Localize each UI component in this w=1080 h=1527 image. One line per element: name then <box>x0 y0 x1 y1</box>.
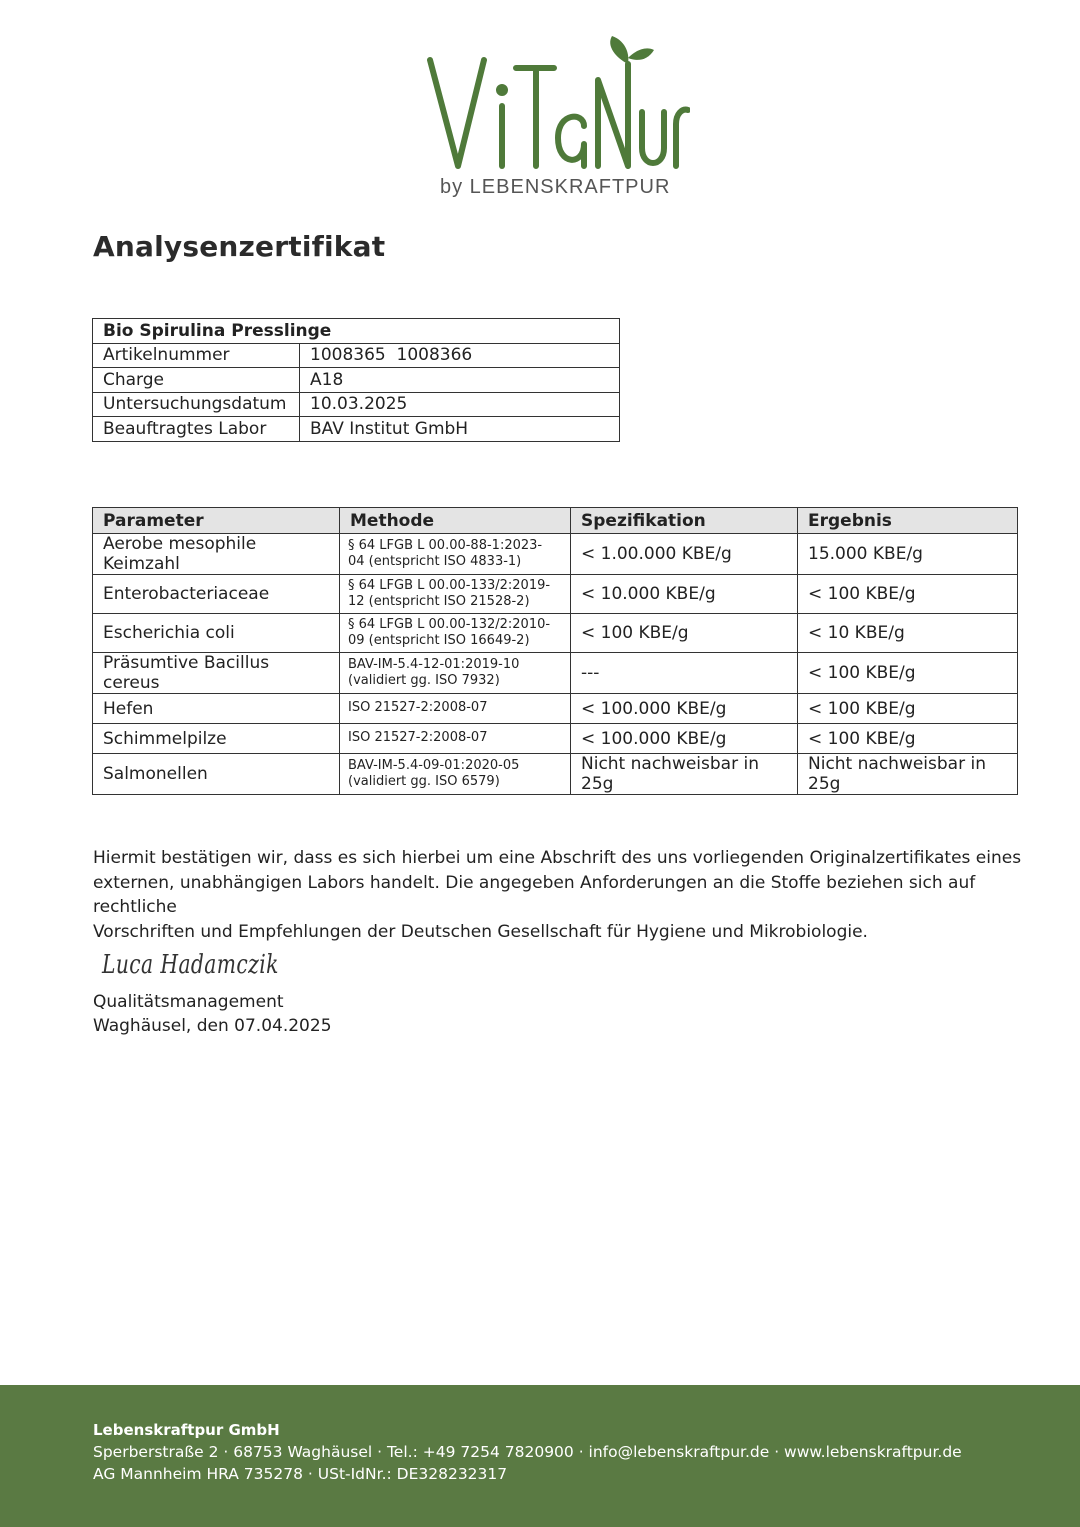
info-label: Artikelnummer <box>93 343 300 368</box>
table-row <box>93 694 1018 724</box>
method-line: BAV-IM-5.4-09-01:2020-05 <box>348 757 520 773</box>
info-row <box>93 368 620 393</box>
result-cell: < 100 KBE/g <box>798 653 1018 694</box>
info-label: Untersuchungsdatum <box>93 392 300 417</box>
result-cell: 15.000 KBE/g <box>798 534 1018 575</box>
table-row <box>93 575 1018 614</box>
method-cell: ISO 21527-2:2008-07 <box>340 724 571 754</box>
footer-address: Sperberstraße 2 · 68753 Waghäusel · Tel.: +49 7254 7820900 · info@lebenskraftpur.de · www.lebenskraftpur.de <box>93 1443 962 1461</box>
info-value: BAV Institut GmbH <box>300 417 620 442</box>
method-line: 12 (entspricht ISO 21528-2) <box>348 594 530 609</box>
spec-cell: < 100.000 KBE/g <box>571 724 798 754</box>
page-footer <box>0 1385 1080 1527</box>
method-line: § 64 LFGB L 00.00-88-1:2023- <box>348 537 543 553</box>
header-method: Methode <box>340 508 571 534</box>
method-line: (validiert gg. ISO 6579) <box>348 774 500 789</box>
parameter-cell: Enterobacteriaceae <box>93 575 340 614</box>
signatory-role: Qualitätsmanagement <box>93 992 284 1012</box>
spec-cell: < 100.000 KBE/g <box>571 694 798 724</box>
header-parameter: Parameter <box>93 508 340 534</box>
signatory-block <box>93 990 332 1038</box>
info-value: 1008365 1008366 <box>300 343 620 368</box>
result-cell: < 100 KBE/g <box>798 575 1018 614</box>
brand-logo <box>420 28 690 208</box>
statement-line: externen, unabhängigen Labors handelt. Die angegeben Anforderungen an die Stoffe beziehen sich auf rechtliche <box>93 872 976 917</box>
method-cell <box>340 534 571 575</box>
product-name-row <box>93 319 620 344</box>
table-row <box>93 754 1018 795</box>
product-info-table <box>92 318 620 442</box>
spec-cell: Nicht nachweisbar in 25g <box>571 754 798 795</box>
table-row <box>93 653 1018 694</box>
info-label: Charge <box>93 368 300 393</box>
table-row <box>93 614 1018 653</box>
parameter-cell: Präsumtive Bacillus cereus <box>93 653 340 694</box>
parameter-cell: Aerobe mesophile Keimzahl <box>93 534 340 575</box>
parameter-cell: Escherichia coli <box>93 614 340 653</box>
analysis-header-row <box>93 508 1018 534</box>
certification-statement <box>93 846 1023 944</box>
method-line: 04 (entspricht ISO 4833-1) <box>348 554 522 569</box>
info-value: A18 <box>300 368 620 393</box>
method-line: § 64 LFGB L 00.00-132/2:2010- <box>348 616 551 632</box>
info-row <box>93 392 620 417</box>
spec-cell: --- <box>571 653 798 694</box>
parameter-cell: Hefen <box>93 694 340 724</box>
analysis-table <box>92 507 1018 795</box>
spec-cell: < 100 KBE/g <box>571 614 798 653</box>
info-row <box>93 343 620 368</box>
spec-cell: < 1.00.000 KBE/g <box>571 534 798 575</box>
method-cell: ISO 21527-2:2008-07 <box>340 694 571 724</box>
method-cell <box>340 575 571 614</box>
parameter-cell: Schimmelpilze <box>93 724 340 754</box>
brand-tagline: by LEBENSKRAFTPUR <box>440 176 671 198</box>
method-cell <box>340 754 571 795</box>
result-cell: Nicht nachweisbar in 25g <box>798 754 1018 795</box>
footer-registry: AG Mannheim HRA 735278 · USt-IdNr.: DE328232317 <box>93 1465 508 1483</box>
method-cell <box>340 614 571 653</box>
place-date: Waghäusel, den 07.04.2025 <box>93 1016 332 1036</box>
table-row <box>93 534 1018 575</box>
product-name: Bio Spirulina Presslinge <box>93 319 620 344</box>
statement-line: Hiermit bestätigen wir, dass es sich hierbei um eine Abschrift des uns vorliegenden Originalzertifikates eines <box>93 848 1022 868</box>
method-line: (validiert gg. ISO 7932) <box>348 673 500 688</box>
footer-company: Lebenskraftpur GmbH <box>93 1421 280 1439</box>
header-specification: Spezifikation <box>571 508 798 534</box>
method-line: § 64 LFGB L 00.00-133/2:2019- <box>348 577 551 593</box>
result-cell: < 100 KBE/g <box>798 694 1018 724</box>
table-row <box>93 724 1018 754</box>
info-row <box>93 417 620 442</box>
info-value: 10.03.2025 <box>300 392 620 417</box>
result-cell: < 10 KBE/g <box>798 614 1018 653</box>
spec-cell: < 10.000 KBE/g <box>571 575 798 614</box>
method-line: 09 (entspricht ISO 16649-2) <box>348 633 530 648</box>
parameter-cell: Salmonellen <box>93 754 340 795</box>
header-result: Ergebnis <box>798 508 1018 534</box>
result-cell: < 100 KBE/g <box>798 724 1018 754</box>
method-line: BAV-IM-5.4-12-01:2019-10 <box>348 656 520 672</box>
statement-line: Vorschriften und Empfehlungen der Deutschen Gesellschaft für Hygiene und Mikrobiologie. <box>93 921 868 942</box>
handwritten-signature: Luca Hadamczik <box>102 950 279 980</box>
page-title: Analysenzertifikat <box>93 230 386 263</box>
info-label: Beauftragtes Labor <box>93 417 300 442</box>
method-cell <box>340 653 571 694</box>
